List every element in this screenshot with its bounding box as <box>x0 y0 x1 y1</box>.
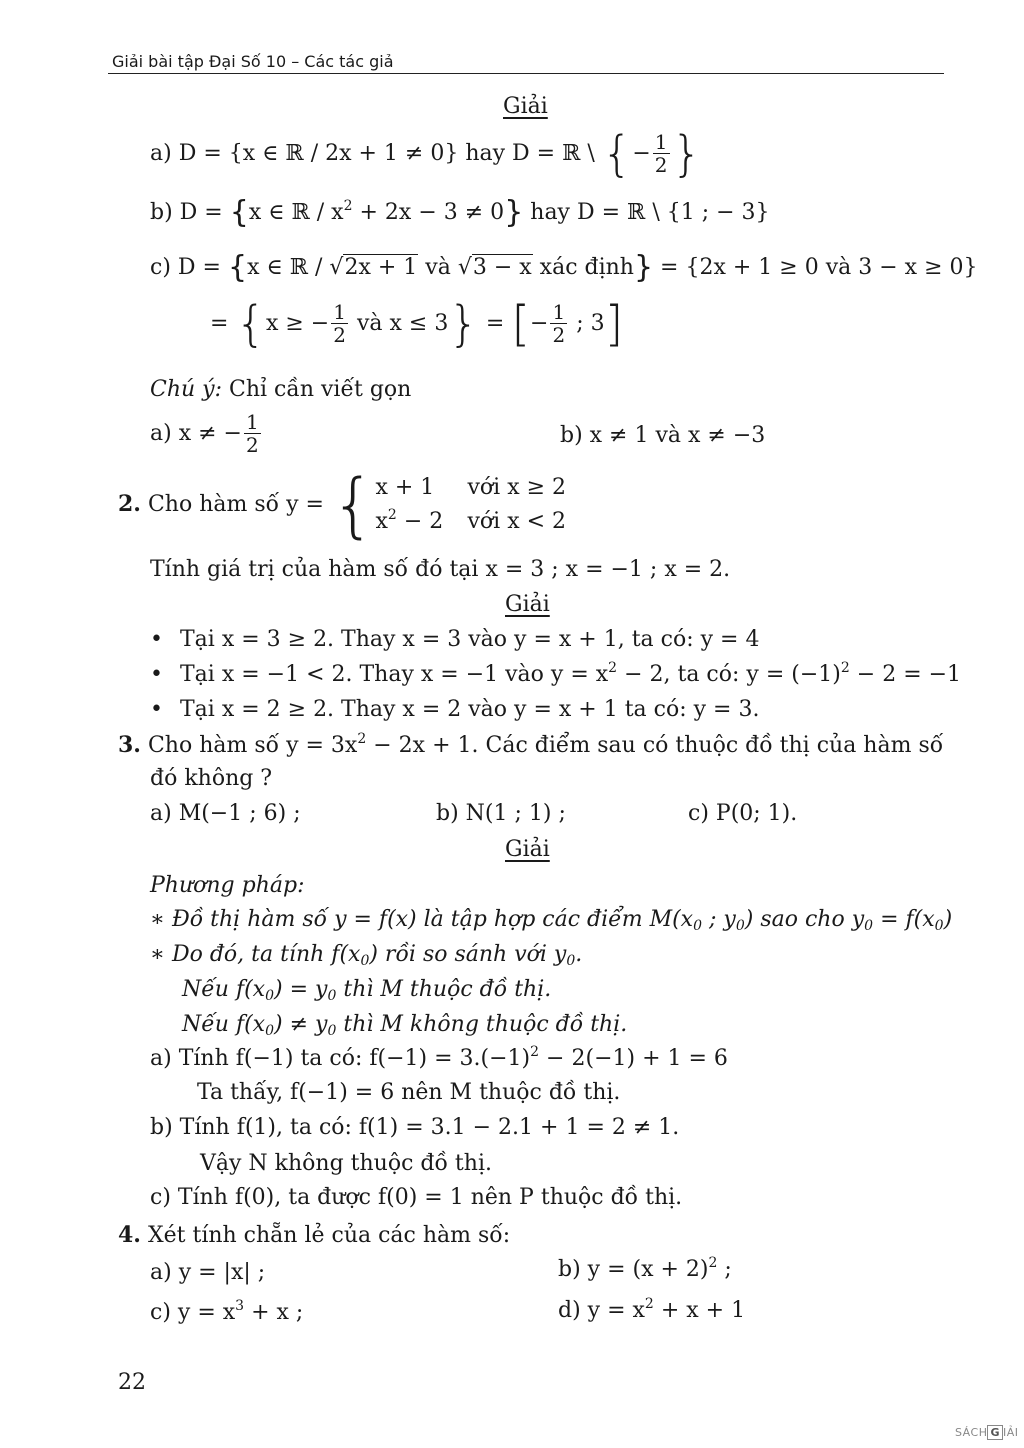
question-4: 4. Xét tính chẵn lẻ của các hàm số: <box>118 1222 511 1248</box>
method-line-4: Nếu $f(x_0) \ne y_0$ thì M không thuộc đồ thị. <box>182 1012 628 1039</box>
q4-option-d: d) $y = x^2 + x + 1$ <box>558 1296 746 1323</box>
q3-option-b: b) N(1 ; 1) ; <box>436 801 566 826</box>
solution-heading-2: Giải <box>505 592 550 617</box>
question-2-task: Tính giá trị của hàm số đó tại x = 3 ; x = −1 ; x = 2. <box>150 557 731 582</box>
solution-1a: a) D = {x ∈ ℝ / 2x + 1 ≠ 0} hay D = ℝ \ {− $\frac{1}{2}$ } <box>150 126 703 182</box>
q3-solution-b: b) Tính f(1), ta có: f(1) = 3.1 − 2.1 + 1 = 2 ≠ 1. <box>150 1115 680 1140</box>
running-header: Giải bài tập Đại Số 10 – Các tác giả <box>112 52 394 71</box>
solution-1c-cont: = {x ≥ − $\frac{1}{2}$ và x ≤ 3} = [− $\frac{1}{2}$ ; 3] <box>210 296 624 352</box>
solution-1c: c) D = {x ∈ ℝ / √2x + 1 và √3 − x xác định} = {2x + 1 ≥ 0 và 3 − x ≥ 0} <box>150 250 978 285</box>
q2-bullet-2: • Tại x = −1 < 2. Thay x = −1 vào $y = x^2 - 2$, ta có: $y = (-1)^2 - 2 = -1$ <box>150 660 962 687</box>
fraction-half: $\frac{1}{2}$ <box>654 130 668 177</box>
method-line-2: ∗ Do đó, ta tính $f(x_0)$ rồi so sánh với $y_0$. <box>150 942 583 969</box>
q2-bullet-1: • Tại x = 3 ≥ 2. Thay x = 3 vào y = x + 1, ta có: y = 4 <box>150 627 760 652</box>
q3-solution-a-2: Ta thấy, f(−1) = 6 nên M thuộc đồ thị. <box>197 1080 621 1105</box>
note-1b: b) x ≠ 1 và x ≠ −3 <box>560 423 766 448</box>
solution-heading-3: Giải <box>505 837 550 862</box>
solution-heading-1: Giải <box>503 94 548 119</box>
q3-solution-b-2: Vậy N không thuộc đồ thị. <box>200 1151 492 1176</box>
question-3: 3. Cho hàm số $y = 3x^2 - 2x + 1$. Các điểm sau có thuộc đồ thị của hàm số <box>118 731 944 758</box>
q2-bullet-3: • Tại x = 2 ≥ 2. Thay x = 2 vào y = x + 1 ta có: y = 3. <box>150 697 760 722</box>
q4-option-a: a) y = |x| ; <box>150 1260 266 1285</box>
watermark-logo: SÁCH G IẢI <box>955 1426 1019 1439</box>
q3-solution-a: a) Tính f(−1) ta có: $f(-1) = 3.(-1)^2 - 2(-1) + 1 = 6$ <box>150 1044 728 1071</box>
method-line-3: Nếu $f(x_0) = y_0$ thì M thuộc đồ thị. <box>182 977 552 1004</box>
q3-option-a: a) M(−1 ; 6) ; <box>150 801 301 826</box>
page-number: 22 <box>118 1370 146 1395</box>
note-1a: a) x ≠ − $\frac{1}{2}$ <box>150 410 259 457</box>
solution-1b: b) D = {x ∈ ℝ / $x^2 + 2x - 3 \ne 0$} hay D = ℝ \ {1 ; − 3} <box>150 195 770 230</box>
piecewise-system: x + 1 với x ≥ 2 $x^2 - 2$ với x < 2 <box>375 474 567 534</box>
method-line-1: ∗ Đồ thị hàm số y = f(x) là tập hợp các điểm $M(x_0$ ; $y_0$) sao cho $y_0 = f(x_0)$ <box>150 907 953 934</box>
q4-option-c: c) $y = x^3 + x$ ; <box>150 1298 304 1325</box>
q4-option-b: b) $y = (x + 2)^2$ ; <box>558 1255 732 1282</box>
q3-option-c: c) P(0; 1). <box>688 801 798 826</box>
note-1: Chú ý: Chỉ cần viết gọn <box>150 377 412 402</box>
q3-solution-c: c) Tính f(0), ta được f(0) = 1 nên P thuộc đồ thị. <box>150 1185 683 1210</box>
question-3-line2: đó không ? <box>150 766 273 791</box>
method-label: Phương pháp: <box>150 873 305 898</box>
header-rule <box>108 73 944 74</box>
question-2: 2. Cho hàm số y = {x + 1 với x ≥ 2 $x^2 - 2$ với x < 2 <box>118 464 567 546</box>
